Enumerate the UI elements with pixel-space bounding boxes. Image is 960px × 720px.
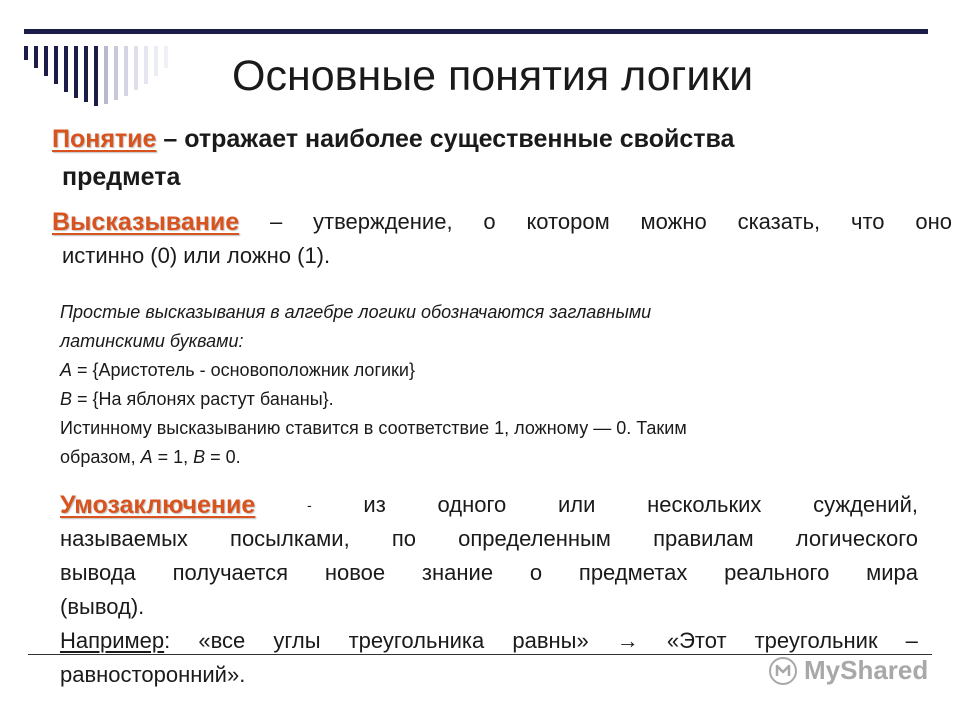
var-b: В [193, 447, 206, 467]
text: = 1, [152, 447, 194, 467]
var-a: А [140, 447, 153, 467]
example-a [60, 356, 920, 385]
var-a: А [60, 360, 73, 380]
inference-row-1 [60, 488, 918, 522]
word: или [558, 492, 596, 517]
definition-concept-text: – отражает наиболее существенные свойства [156, 125, 735, 153]
word: новое [324, 560, 386, 585]
decorative-bar [24, 46, 28, 60]
word: треугольника [348, 628, 485, 653]
word: нескольких [647, 492, 762, 517]
word: - [307, 497, 312, 513]
word: можно [640, 209, 707, 234]
word: котором [526, 209, 610, 234]
definition-concept-line2: предмета [62, 163, 181, 191]
definition-concept [52, 120, 932, 196]
word: – [269, 209, 283, 234]
simple-statements-block [60, 298, 920, 472]
word: «Этот [666, 628, 727, 653]
arrow-icon: → [616, 628, 639, 653]
word: реального [724, 560, 830, 585]
term-concept: Понятие [52, 125, 157, 153]
block-line-6 [60, 443, 920, 472]
definition-statement-line2: истинно (0) или ложно (1). [62, 243, 331, 268]
word: определенным [458, 526, 611, 551]
word: оно [915, 209, 952, 234]
word: о [529, 560, 543, 585]
definition-statement [52, 205, 952, 273]
word: логического [795, 526, 918, 551]
watermark [768, 655, 928, 686]
word: посылками, [230, 526, 350, 551]
word: треугольник [754, 628, 878, 653]
word: по [391, 526, 416, 551]
inference-row-2 [60, 522, 918, 556]
decorative-bar [164, 46, 168, 68]
decorative-bar [34, 46, 38, 68]
example-a-text: = {Аристотель - основоположник логики} [72, 360, 415, 380]
example-b-text: = {На яблонях растут бананы}. [72, 389, 334, 409]
term-statement: Высказывание [52, 208, 240, 236]
word: знание [421, 560, 494, 585]
inference-row-3 [60, 556, 918, 590]
word: правилам [653, 526, 754, 551]
myshared-logo-icon [768, 656, 798, 686]
inference-row-6: равносторонний». [60, 662, 246, 687]
block-line: Простые высказывания в алгебре логики обозначаются заглавными [60, 302, 652, 322]
decorative-bar [134, 46, 138, 90]
decorative-bar [64, 46, 68, 92]
decorative-bar [74, 46, 78, 98]
decorative-bar [104, 46, 108, 104]
text: = 0. [205, 447, 241, 467]
decorative-bar [44, 46, 48, 76]
decorative-bar [94, 46, 98, 106]
decorative-bar [114, 46, 118, 100]
watermark-text: MyShared [804, 655, 929, 685]
block-line: латинскими буквами: [60, 331, 244, 351]
decorative-bar [144, 46, 148, 84]
word: одного [437, 492, 507, 517]
word: мира [866, 560, 918, 585]
decorative-bar [124, 46, 128, 96]
word: равны» [512, 628, 589, 653]
word: из [363, 492, 386, 517]
term-inference: Умозаключение [60, 491, 256, 519]
inference-row-5 [60, 624, 918, 658]
top-rule [24, 29, 928, 34]
decorative-bar [54, 46, 58, 84]
word: «все [198, 628, 246, 653]
word: о [483, 209, 496, 234]
decorative-bar [84, 46, 88, 102]
word: предметах [578, 560, 688, 585]
word: – [905, 628, 918, 653]
block-line: Истинному высказыванию ставится в соответствие 1, ложному — 0. Таким [60, 418, 687, 438]
var-b: В [60, 389, 73, 409]
word: называемых [60, 526, 188, 551]
example-b [60, 385, 920, 414]
text: образом, [60, 447, 141, 467]
decorative-bars [24, 46, 184, 106]
word: утверждение, [313, 209, 453, 234]
word: получается [172, 560, 289, 585]
inference-row-4: (вывод). [60, 594, 145, 619]
word: углы [273, 628, 321, 653]
decorative-bar [154, 46, 158, 76]
example-group [60, 624, 170, 658]
word: сказать, [737, 209, 821, 234]
slide-title: Основные понятия логики [232, 52, 754, 100]
word: вывода [60, 560, 136, 585]
definition-statement-line1 [52, 205, 952, 239]
word: что [850, 209, 885, 234]
word: суждений, [813, 492, 918, 517]
example-label: Например [60, 628, 165, 653]
word: : [164, 628, 171, 653]
